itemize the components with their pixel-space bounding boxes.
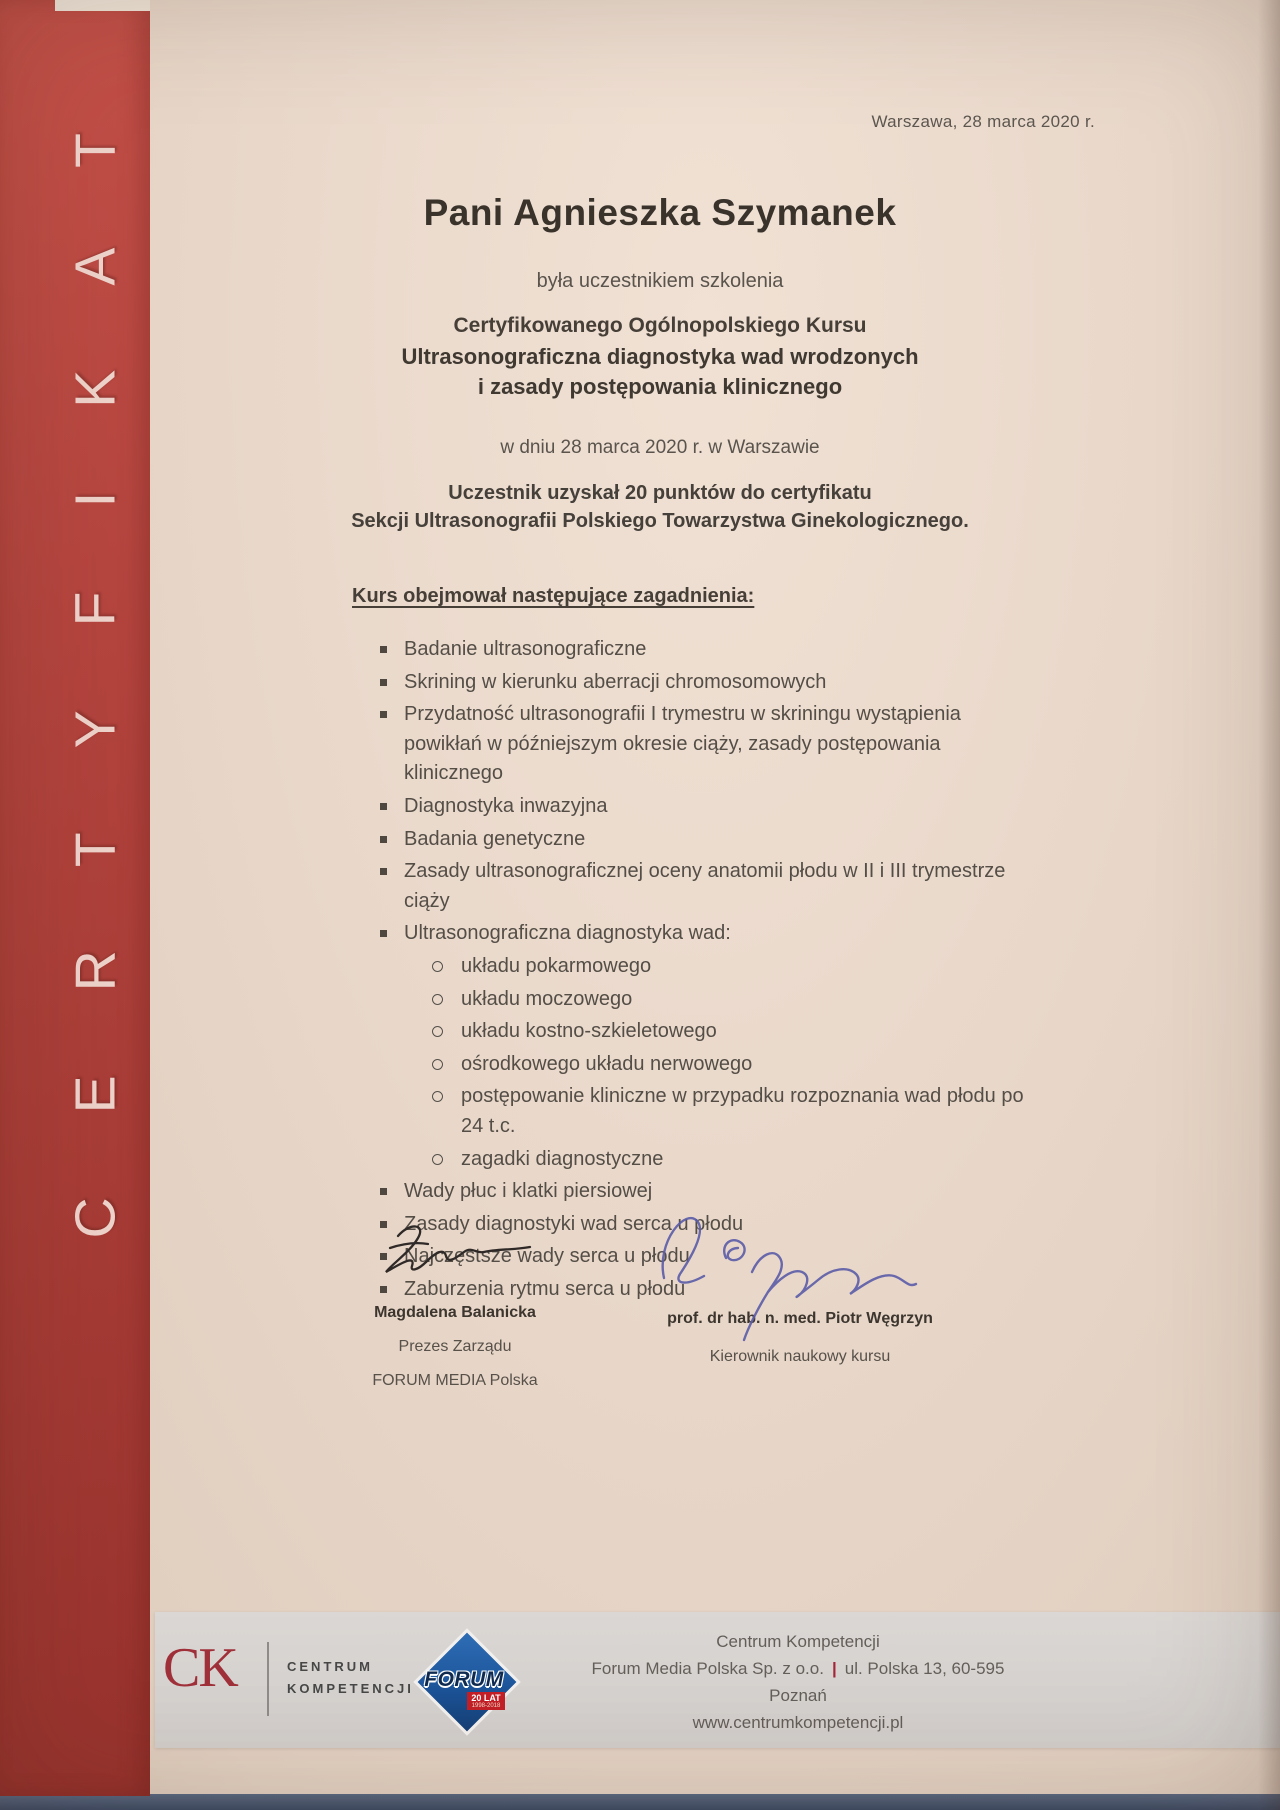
subtopic-label: układu kostno-szkieletowego	[461, 1020, 717, 1043]
bullet-circle-icon	[432, 1154, 443, 1165]
bullet-square-icon	[380, 836, 387, 843]
topic-item	[380, 668, 1028, 698]
bullet-circle-icon	[432, 1059, 443, 1070]
bullet-circle-icon	[432, 1091, 443, 1102]
subtopic-item	[432, 952, 1028, 982]
subtopic-label: układu moczowego	[461, 987, 633, 1010]
topic-label: Zasady ultrasonograficznej oceny anatomii płodu w II i III trymestrze ciąży	[404, 860, 1006, 912]
forum-badge-text: 20 LAT	[471, 1693, 501, 1703]
forum-badge-years: 1998-2018	[471, 1703, 501, 1709]
attendance-line: była uczestnikiem szkolenia	[536, 270, 784, 292]
bullet-square-icon	[380, 930, 387, 937]
topic-item	[380, 825, 1028, 855]
bullet-circle-icon	[432, 961, 443, 972]
bullet-square-icon	[380, 679, 387, 686]
topics-heading: Kurs obejmował następujące zagadnienia:	[352, 585, 755, 607]
topic-item	[380, 700, 1028, 789]
topic-label: Najczęstsze wady serca u płodu	[404, 1245, 690, 1268]
topic-label: Badania genetyczne	[404, 827, 586, 850]
signatory-left-name: Magdalena Balanicka	[374, 1304, 536, 1321]
signature-handwritten-left	[372, 1214, 552, 1298]
topic-label: Zasady diagnostyki wad serca u płodu	[404, 1212, 744, 1235]
footer-sponsor-bar	[155, 1612, 1280, 1748]
subtopic-label: układu pokarmowego	[461, 954, 652, 977]
topic-label: Diagnostyka inwazyjna	[404, 794, 608, 817]
ck-company-name	[287, 1656, 414, 1700]
footer-address-line	[563, 1655, 1033, 1709]
topic-label: Wady płuc i klatki piersiowej	[404, 1180, 653, 1203]
bullet-circle-icon	[432, 1026, 443, 1037]
course-title-line1: Ultrasonograficzna diagnostyka wad wrodzonych	[401, 344, 919, 369]
signatory-left-role: Prezes Zarządu	[398, 1338, 512, 1355]
topic-item	[380, 919, 1028, 949]
topic-label: Przydatność ultrasonografii I trymestru w skriningu wystąpienia powikłań w późniejszym okresie ciąży, zasady postępowania klinicznego	[404, 703, 961, 785]
subtopic-label: ośrodkowego układu nerwowego	[461, 1052, 753, 1075]
bullet-circle-icon	[432, 994, 443, 1005]
points-line1: Uczestnik uzyskał 20 punktów do certyfikatu	[448, 482, 872, 504]
bullet-square-icon	[380, 646, 387, 653]
ck-name-line2: KOMPETENCJI	[287, 1681, 414, 1696]
footer-contact-block	[563, 1628, 1033, 1736]
bottom-navy-strip	[0, 1794, 1280, 1810]
course-prefix: Certyfikowanego Ogólnopolskiego Kursu	[453, 314, 867, 337]
signature-handwritten-right	[648, 1196, 948, 1346]
bullet-square-icon	[380, 1188, 387, 1195]
certificate-side-label: CERTYFIKAT	[63, 49, 128, 1239]
forum-logo-word: FORUM	[424, 1668, 504, 1691]
signatory-left-org: FORUM MEDIA Polska	[372, 1372, 538, 1389]
footer-company: Forum Media Polska Sp. z o.o.	[591, 1659, 824, 1678]
topic-item	[380, 857, 1028, 916]
topic-item	[380, 635, 1028, 665]
ck-name-line1: CENTRUM	[287, 1659, 373, 1674]
topic-label: Ultrasonograficzna diagnostyka wad:	[404, 922, 731, 945]
forum-20lat-badge	[467, 1692, 505, 1710]
footer-org-name: Centrum Kompetencji	[716, 1632, 880, 1651]
signatory-right-name: prof. dr hab. n. med. Piotr Węgrzyn	[667, 1310, 933, 1327]
subtopic-item	[432, 1082, 1028, 1141]
subtopic-label: zagadki diagnostyczne	[461, 1147, 664, 1170]
footer-separator: |	[831, 1659, 837, 1678]
topic-label: Badanie ultrasonograficzne	[404, 638, 647, 660]
bullet-square-icon	[380, 711, 387, 718]
points-line2: Sekcji Ultrasonografii Polskiego Towarzystwa Ginekologicznego.	[351, 510, 969, 532]
subtopic-label: postępowanie kliniczne w przypadku rozpoznania wad płodu po 24 t.c.	[461, 1085, 1024, 1137]
subtopic-item	[432, 985, 1028, 1015]
photo-right-shadow	[1258, 0, 1280, 1810]
bullet-square-icon	[380, 868, 387, 875]
date-line: Warszawa, 28 marca 2020 r.	[871, 112, 1095, 131]
red-side-band	[0, 0, 150, 1796]
subtopic-item	[432, 1050, 1028, 1080]
subtopic-item	[432, 1017, 1028, 1047]
topic-item	[380, 792, 1028, 822]
forum-logo-icon	[411, 1626, 517, 1734]
signatory-right-role: Kierownik naukowy kursu	[709, 1348, 891, 1365]
bullet-square-icon	[380, 803, 387, 810]
recipient-name: Pani Agnieszka Szymanek	[423, 192, 897, 233]
photo-edge-notch	[55, 0, 150, 11]
topic-label: Zaburzenia rytmu serca u płodu	[404, 1277, 686, 1300]
subtopic-item	[432, 1145, 1028, 1175]
footer-website: www.centrumkompetencji.pl	[692, 1713, 904, 1732]
footer-street: ul. Polska 13, 60-595 Poznań	[769, 1659, 1005, 1705]
course-title-line2: i zasady postępowania klinicznego	[477, 374, 843, 399]
event-date-location: w dniu 28 marca 2020 r. w Warszawie	[500, 437, 820, 458]
topic-label: Skrining w kierunku aberracji chromosomowych	[404, 670, 827, 693]
ck-logo: CK	[163, 1637, 237, 1699]
footer-divider	[267, 1642, 269, 1716]
